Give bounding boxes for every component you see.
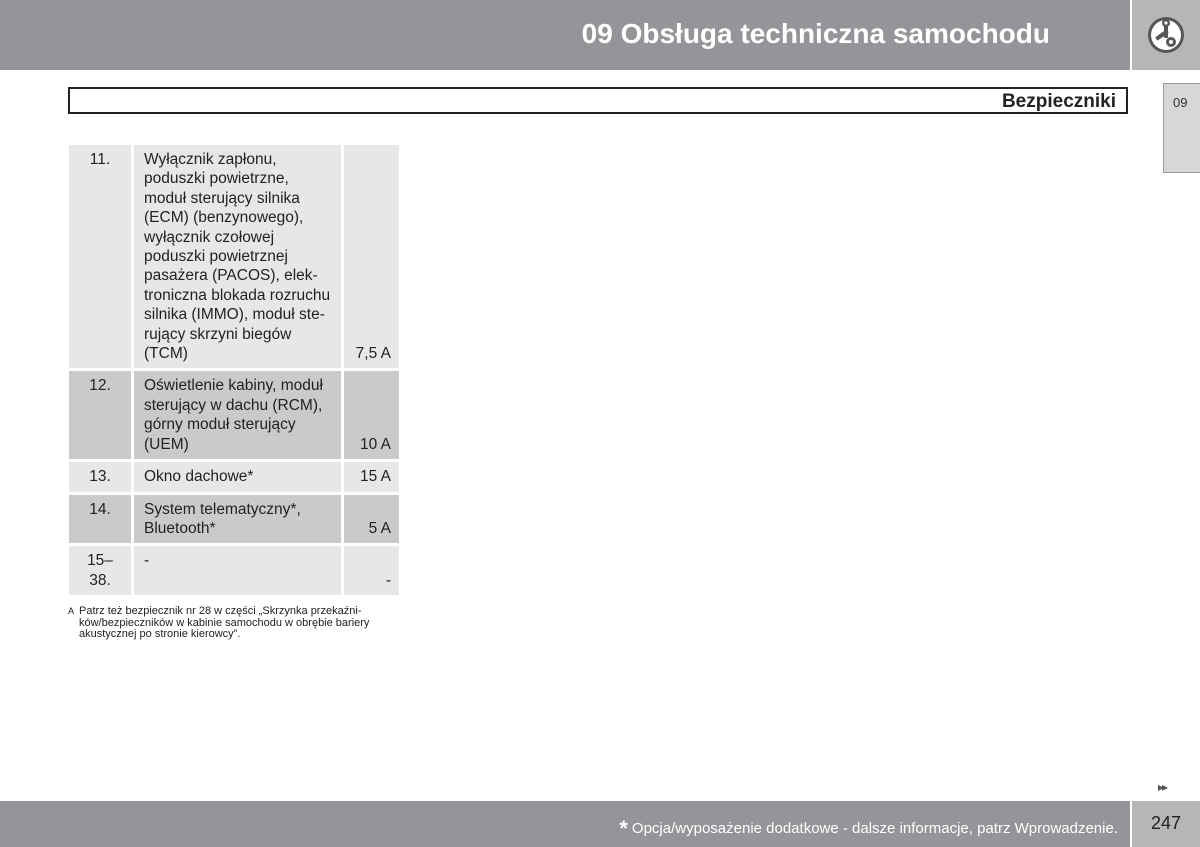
fuse-number-cell — [69, 493, 133, 545]
fuse-amperage: - — [343, 545, 399, 597]
chapter-title: 09 Obsługa techniczna samochodu — [581, 18, 1050, 49]
section-title-bar — [68, 87, 1128, 114]
fuse-description: Okno dachowe* — [144, 468, 254, 486]
page-number-box — [1132, 801, 1200, 847]
header-band — [0, 0, 1130, 70]
wrench-gear-icon — [1146, 15, 1186, 55]
table-footnote — [68, 606, 408, 641]
fuse-number: 15– 38. — [87, 552, 113, 589]
fuse-description: Oświetlenie kabiny, moduł sterujący w dachu (RCM), górny moduł sterujący (UEM) — [144, 377, 323, 453]
fuse-number: 13. — [89, 468, 111, 486]
footnote-mark: A — [68, 606, 75, 616]
fuse-amperage: 7,5 A — [343, 145, 399, 370]
footer-star: * — [619, 816, 628, 841]
fuse-description-cell — [133, 461, 343, 493]
next-page-arrow-icon[interactable]: ▸▸ — [1158, 780, 1167, 794]
fuse-description-cell — [133, 145, 343, 370]
table-row — [69, 370, 399, 461]
fuse-amperage: 10 A — [343, 370, 399, 461]
table-row — [69, 545, 399, 597]
footer-note-text: Opcja/wyposażenie dodatkowe - dalsze informacje, patrz Wprowadzenie. — [631, 820, 1118, 837]
section-title: Bezpieczniki — [1001, 91, 1116, 112]
fuse-table — [69, 145, 399, 598]
footer-note — [619, 816, 1118, 842]
fuse-amperage: 15 A — [343, 461, 399, 493]
fuse-description-cell — [133, 545, 343, 597]
chapter-side-tab[interactable] — [1163, 83, 1200, 173]
footnote-text: Patrz też bezpiecznik nr 28 w części „Skrzynka przekaźni- ków/bezpieczników w kabinie samochodu w obrębie bariery akustycznej po stronie kierowcy”. — [79, 605, 370, 641]
fuse-number-cell — [69, 145, 133, 370]
fuse-description-cell — [133, 493, 343, 545]
fuse-description: Wyłącznik zapłonu, poduszki powietrzne, moduł sterujący silnika (ECM) (benzynowego), wyłącznik czołowej poduszki powietrznej pasażera (PACOS), elek- troniczna blokada rozruchu silnika (IMMO), moduł ste- rujący skrzyni biegów (TCM) — [144, 151, 331, 363]
fuse-number-cell — [69, 370, 133, 461]
footer-band — [0, 801, 1130, 847]
table-row — [69, 145, 399, 370]
fuse-number: 12. — [89, 377, 111, 395]
fuse-number-cell — [69, 461, 133, 493]
fuse-number-cell — [69, 545, 133, 597]
fuse-number: 11. — [89, 151, 111, 168]
fuse-description: System telematyczny*, Bluetooth* — [144, 500, 301, 537]
side-tab-label: 09 — [1173, 95, 1188, 110]
table-row — [69, 493, 399, 545]
fuse-amperage: 5 A — [343, 493, 399, 545]
fuse-description-cell — [133, 370, 343, 461]
table-row — [69, 461, 399, 493]
page-number: 247 — [1150, 813, 1182, 833]
fuse-number: 14. — [89, 500, 111, 518]
chapter-icon-box — [1132, 0, 1200, 70]
fuse-description: - — [144, 552, 150, 570]
